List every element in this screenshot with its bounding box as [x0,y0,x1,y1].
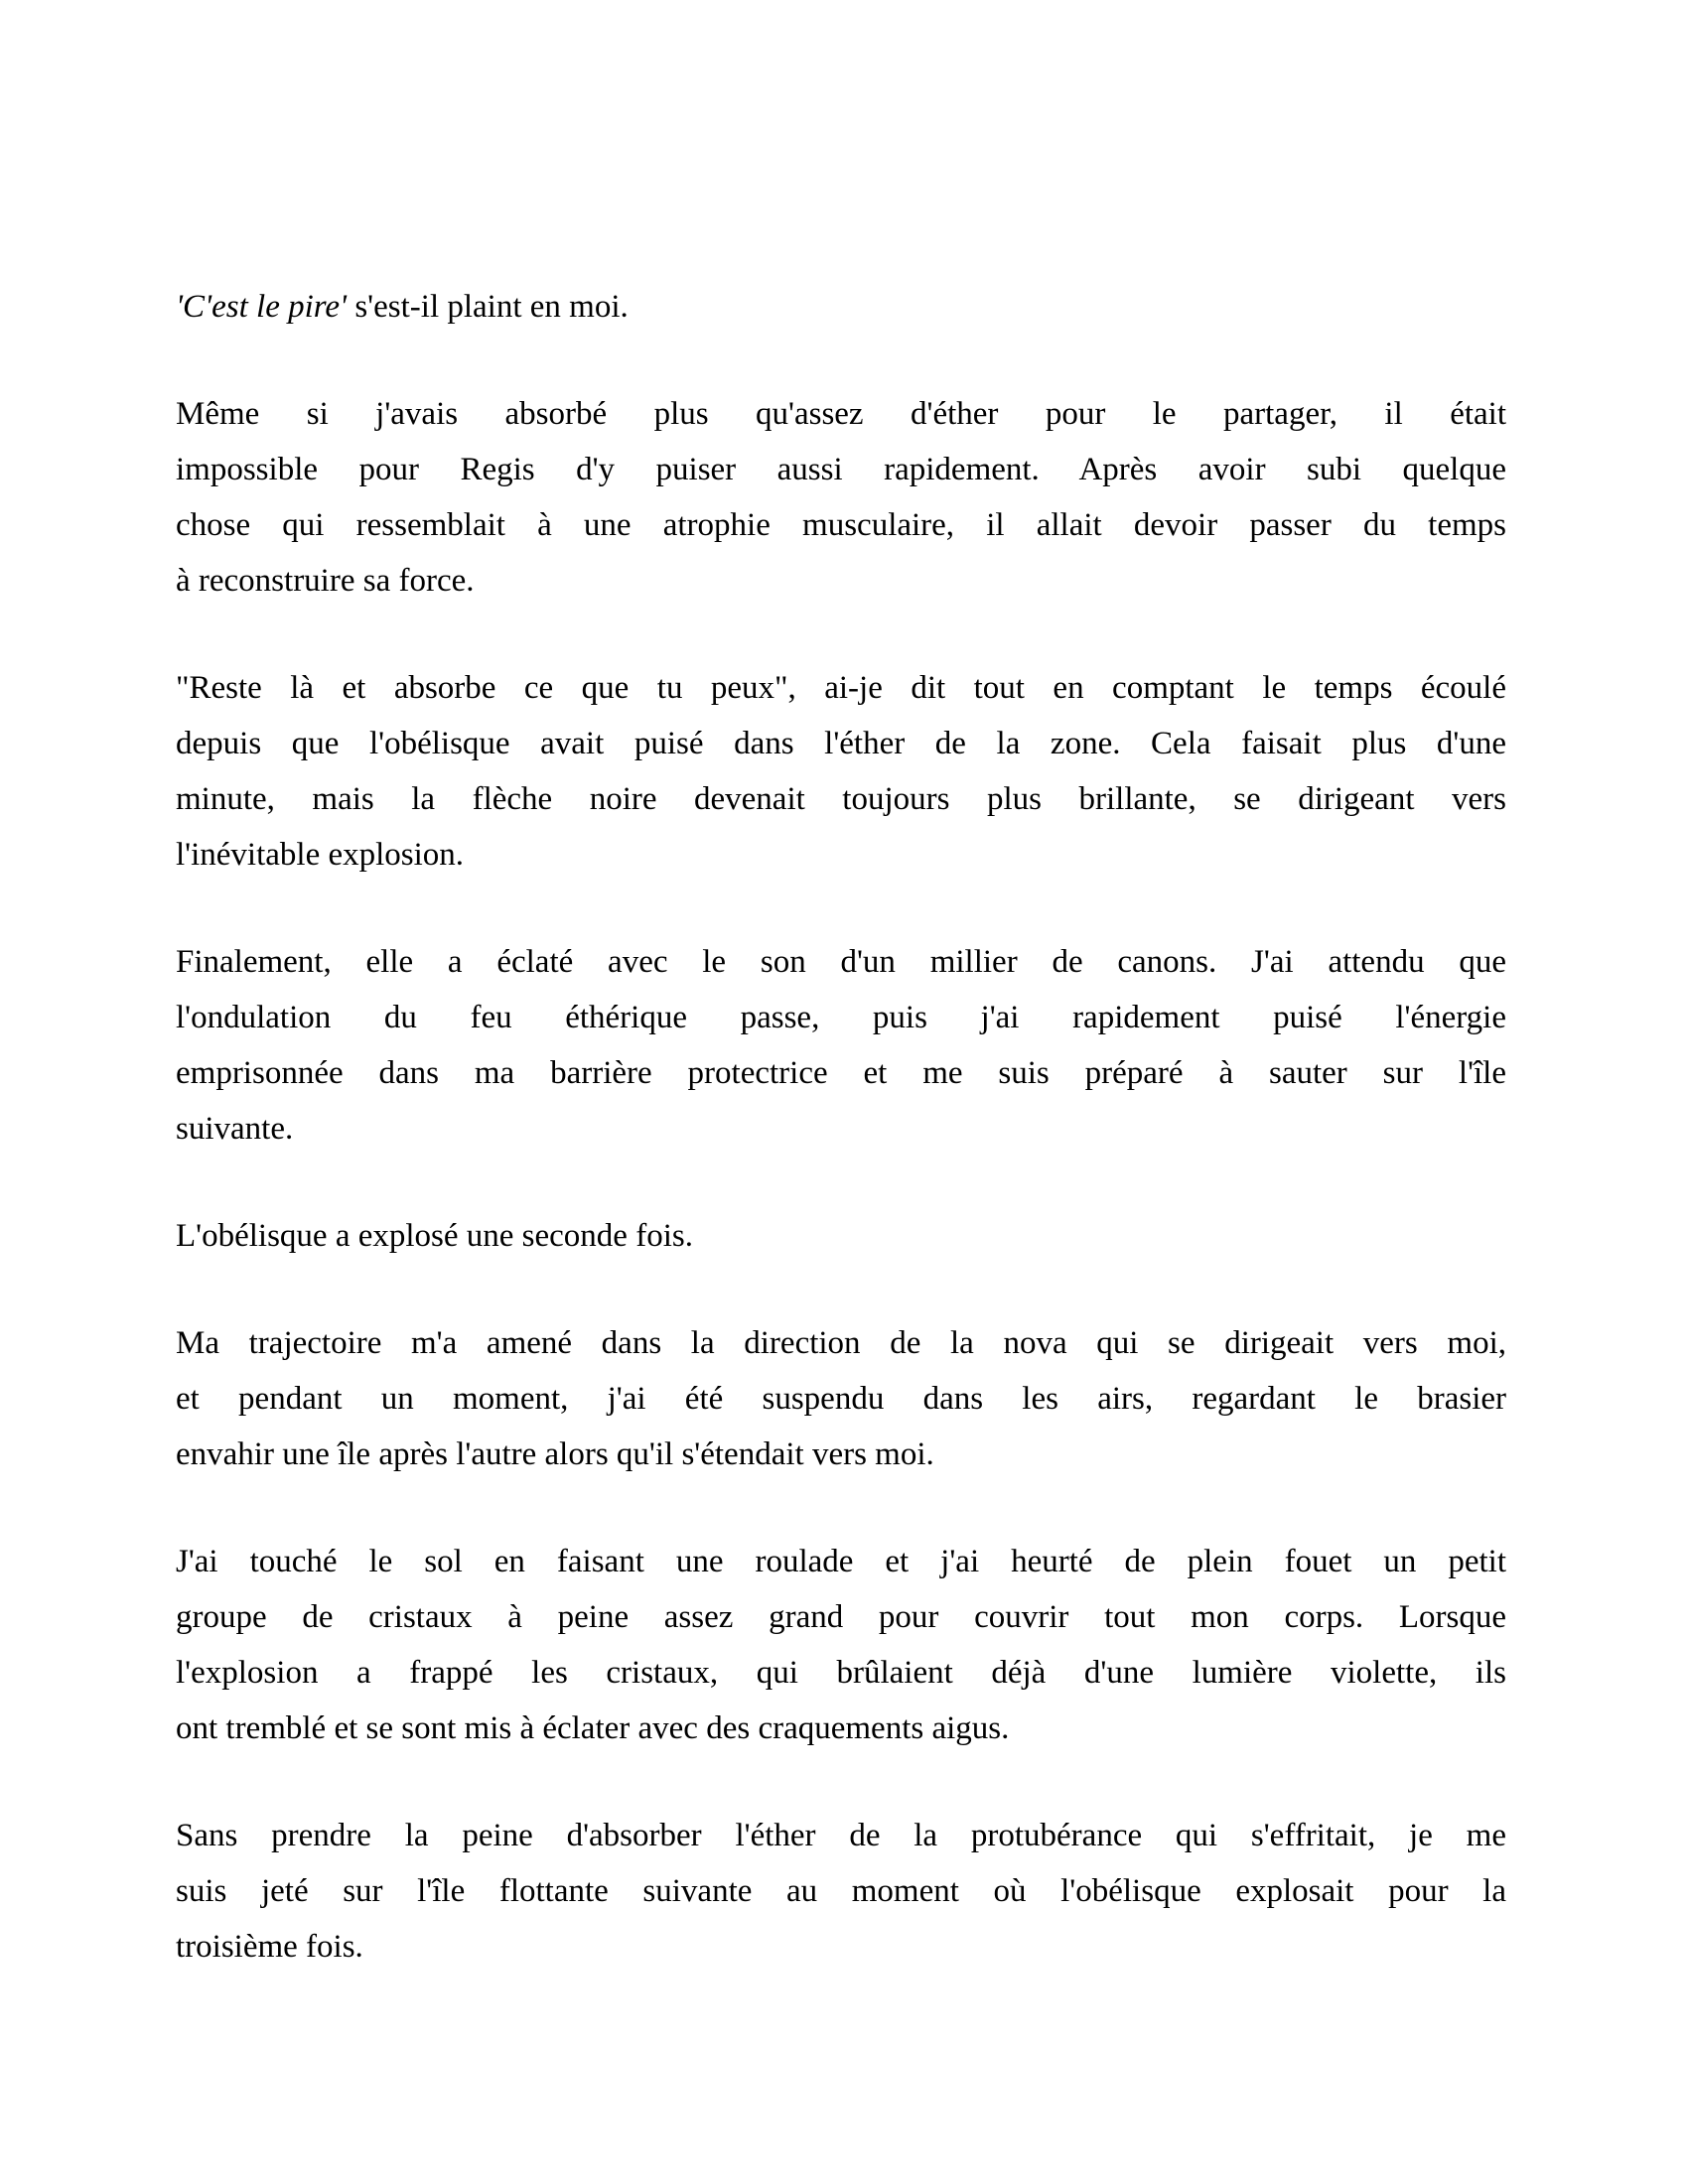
text-line [176,1208,1506,1264]
text-line [176,1701,1506,1756]
text-segment: s'est-il plaint en moi. [347,289,629,325]
text-segment: emprisonnée dans ma barrière protectrice et me suis préparé à sauter sur l'île [176,1055,1506,1091]
text-segment: groupe de cristaux à peine assez grand pour couvrir tout mon corps. Lorsque [176,1599,1506,1635]
text-segment: depuis que l'obélisque avait puisé dans l'éther de la zone. Cela faisait plus d'une [176,726,1506,761]
text-line [176,1371,1506,1427]
paragraph [176,279,1506,335]
text-line [176,990,1506,1045]
text-line [176,771,1506,827]
text-line [176,279,1506,335]
text-line [176,442,1506,497]
text-segment: L'obélisque a explosé une seconde fois. [176,1218,693,1254]
paragraph [176,1315,1506,1482]
italic-text-segment: 'C'est le pire' [176,289,348,325]
text-line [176,1589,1506,1645]
text-line [176,716,1506,771]
text-segment: l'ondulation du feu éthérique passe, puis j'ai rapidement puisé l'énergie [176,1000,1506,1035]
text-segment: suis jeté sur l'île flottante suivante au moment où l'obélisque explosait pour la [176,1873,1506,1909]
paragraph [176,934,1506,1157]
text-segment: suivante. [176,1111,294,1147]
text-line [176,386,1506,442]
text-line [176,553,1506,609]
text-line [176,660,1506,716]
text-segment: envahir une île après l'autre alors qu'il s'étendait vers moi. [176,1436,934,1472]
text-segment: minute, mais la flèche noire devenait toujours plus brillante, se dirigeant vers [176,781,1506,817]
paragraph [176,1208,1506,1264]
paragraph [176,1534,1506,1756]
text-line [176,827,1506,883]
text-segment: chose qui ressemblait à une atrophie musculaire, il allait devoir passer du temps [176,507,1506,543]
text-segment: Ma trajectoire m'a amené dans la direction de la nova qui se dirigeait vers moi, [176,1325,1506,1361]
text-segment: impossible pour Regis d'y puiser aussi rapidement. Après avoir subi quelque [176,452,1506,487]
text-segment: à reconstruire sa force. [176,563,475,599]
document-text [176,279,1506,2026]
text-line [176,1427,1506,1482]
text-line [176,1101,1506,1157]
text-line [176,1534,1506,1589]
text-segment: "Reste là et absorbe ce que tu peux", ai-je dit tout en comptant le temps écoulé [176,670,1506,706]
text-segment: l'explosion a frappé les cristaux, qui brûlaient déjà d'une lumière violette, ils [176,1655,1506,1691]
text-line [176,1919,1506,1975]
paragraph [176,660,1506,883]
text-segment: Finalement, elle a éclaté avec le son d'un millier de canons. J'ai attendu que [176,944,1506,980]
text-segment: et pendant un moment, j'ai été suspendu dans les airs, regardant le brasier [176,1381,1506,1417]
text-segment: Même si j'avais absorbé plus qu'assez d'éther pour le partager, il était [176,396,1506,432]
text-line [176,1045,1506,1101]
text-line [176,497,1506,553]
text-segment: Sans prendre la peine d'absorber l'éther de la protubérance qui s'effritait, je me [176,1818,1506,1853]
paragraph [176,1808,1506,1975]
text-line [176,1645,1506,1701]
text-segment: troisième fois. [176,1929,363,1965]
text-line [176,934,1506,990]
text-line [176,1808,1506,1863]
text-segment: J'ai touché le sol en faisant une roulade et j'ai heurté de plein fouet un petit [176,1544,1506,1579]
text-segment: l'inévitable explosion. [176,837,465,873]
text-line [176,1863,1506,1919]
text-line [176,1315,1506,1371]
text-segment: ont tremblé et se sont mis à éclater avec des craquements aigus. [176,1710,1010,1746]
paragraph [176,386,1506,609]
